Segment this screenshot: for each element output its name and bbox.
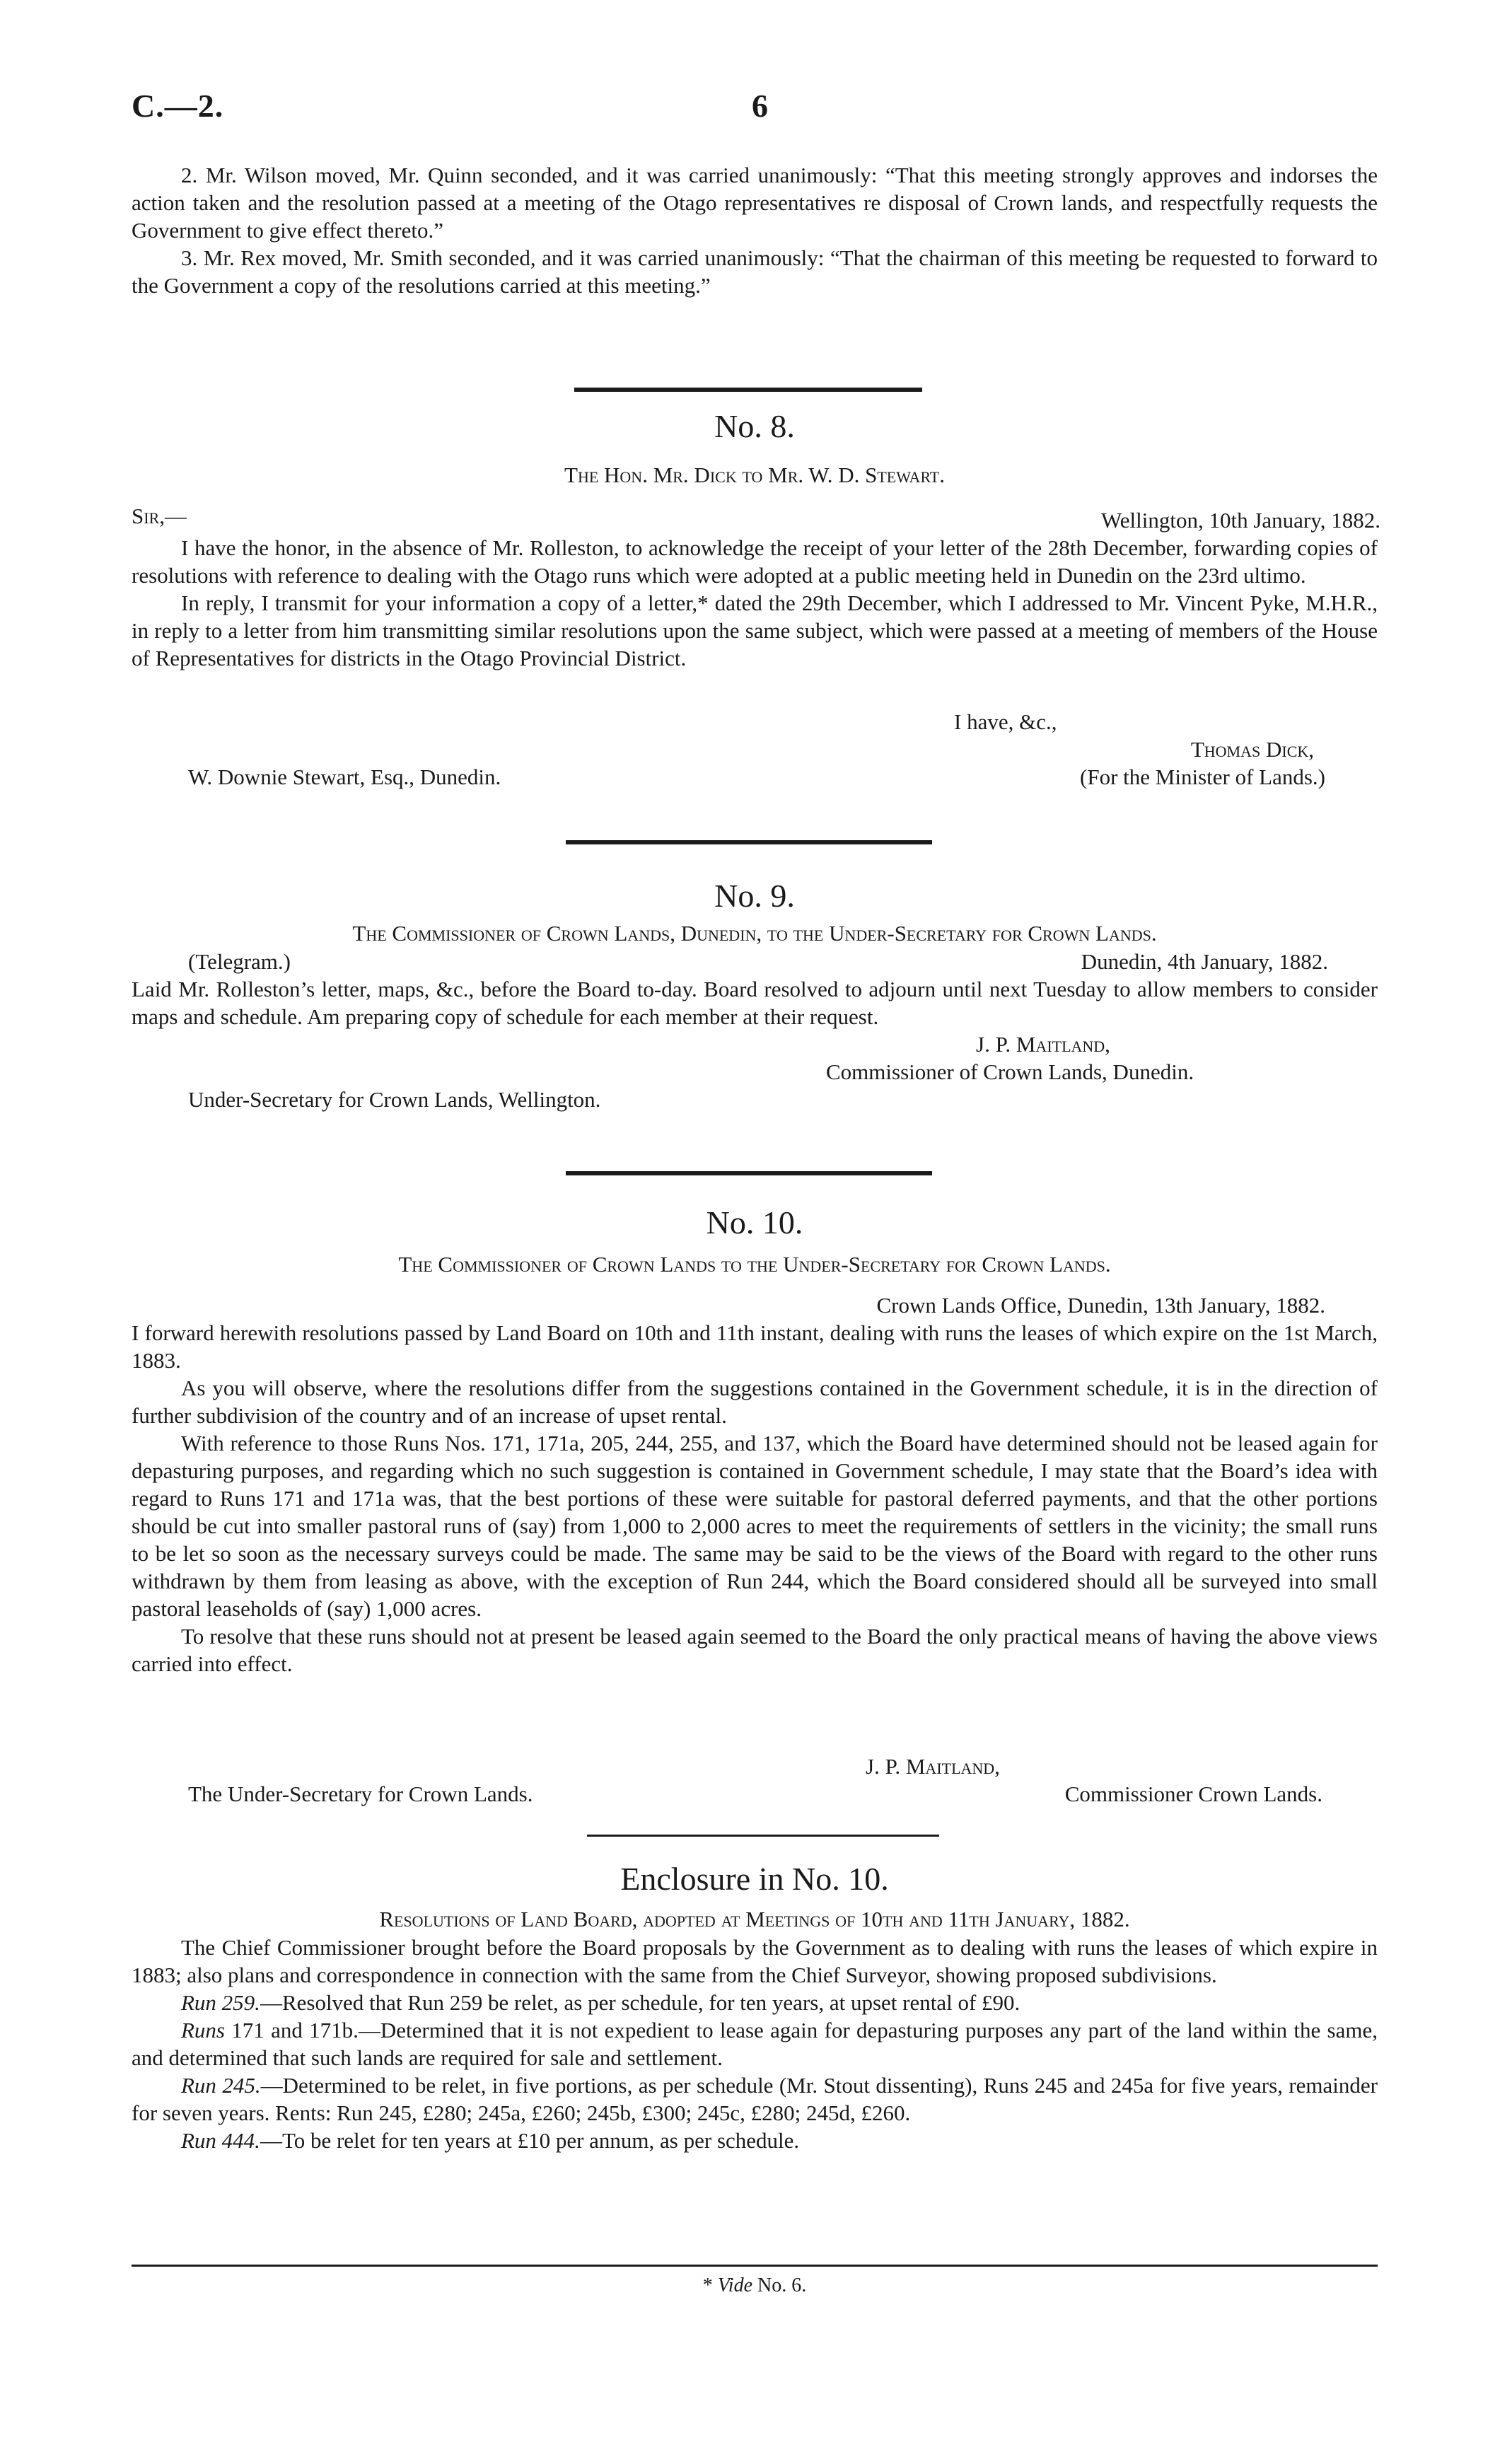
letter-9-title: No. 9. <box>714 878 795 914</box>
enclosure-title: Enclosure in No. 10. <box>620 1861 889 1897</box>
enclosure-item-text: —Resolved that Run 259 be relet, as per schedule, for ten years, at upset rental of £90. <box>260 1990 1020 2015</box>
enclosure-item-label: Runs <box>181 2018 225 2042</box>
letter-9-signer-role: Commissioner of Crown Lands, Dunedin. <box>826 1059 1194 1084</box>
resolution-2: 2. Mr. Wilson moved, Mr. Quinn seconded, and it was carried unanimously: “That this meeting strongly approves and indorses the action taken and the resolution passed at a meeting of the Otago representatives re disposal of Crown lands, and respectfully requests the Government to give effect thereto.” <box>132 163 1378 243</box>
letter-8-para-2: In reply, I transmit for your information a copy of a letter,* dated the 29th December, which I addressed to Mr. Vincent Pyke, M.H.R., in reply to a letter from him transmitting similar resolutions upon the same subject, which were passed at a meeting of members of the House of Representatives for districts in the Otago Provincial District. <box>132 591 1378 670</box>
footnote-ref: No. 6. <box>752 2274 807 2296</box>
footnote <box>132 2272 1378 2299</box>
section-divider <box>587 1835 939 1837</box>
letter-9-date: Dunedin, 4th January, 1882. <box>1081 949 1328 974</box>
section-divider <box>566 1171 932 1175</box>
enclosure-intro: The Chief Commissioner brought before the Board proposals by the Government as to dealing with runs the leases of which expire in 1883; also plans and correspondence in connection with the same from the Chief Surveyor, showing proposed subdivisions. <box>132 1935 1378 1987</box>
letter-10-para-1: I forward herewith resolutions passed by Land Board on 10th and 11th instant, dealing with runs the leases of which expire on the 1st March, 1883. <box>132 1320 1378 1373</box>
enclosure-subtitle: Resolutions of Land Board, adopted at Meetings of 10th and 11th January, 1882. <box>379 1907 1130 1931</box>
enclosure-item-label: Run 444. <box>181 2128 260 2153</box>
letter-8-addressee: W. Downie Stewart, Esq., Dunedin. <box>188 765 501 789</box>
footnote-rule <box>132 2265 1378 2267</box>
letter-8-para-1: I have the honor, in the absence of Mr. Rolleston, to acknowledge the receipt of your letter of the 28th December, forwarding copies of resolutions with reference to dealing with the Otago runs which were adopted at a public meeting held in Dunedin on the 23rd ultimo. <box>132 535 1378 588</box>
letter-8-signer: Thomas Dick, <box>1190 737 1314 762</box>
letter-8-salutation: Sir,— <box>132 504 187 528</box>
resolution-3: 3. Mr. Rex moved, Mr. Smith seconded, and it was carried unanimously: “That the chairman of this meeting be requested to forward to the Government a copy of the resolutions carried at this meeting.” <box>132 245 1378 298</box>
letter-10-date: Crown Lands Office, Dunedin, 13th January, 1882. <box>876 1293 1325 1318</box>
letter-9-body <box>132 975 1378 1030</box>
letter-8-closing: I have, &c., <box>954 709 1057 734</box>
letter-9-subtitle: The Commissioner of Crown Lands, Dunedin, to the Under-Secretary for Crown Lands. <box>352 921 1157 946</box>
letter-9-text: Laid Mr. Rolleston’s letter, maps, &c., before the Board to-day. Board resolved to adjourn until next Tuesday to allow members to consider maps and schedule. Am preparing copy of schedule for each member at their request. <box>132 977 1378 1029</box>
letter-10-signer: J. P. Maitland, <box>866 1754 1000 1779</box>
letter-8-date: Wellington, 10th January, 1882. <box>1101 508 1380 533</box>
letter-10-para-4: To resolve that these runs should not at present be leased again seemed to the Board the only practical means of having the above views carried into effect. <box>132 1624 1378 1676</box>
enclosure-item-label: Run 259. <box>181 1990 260 2015</box>
enclosure-item <box>132 2016 1378 2071</box>
letter-8-body <box>132 534 1378 672</box>
enclosure-body <box>132 1934 1378 2154</box>
letter-10-para-2: As you will observe, where the resolutions differ from the suggestions contained in the Government schedule, it is in the direction of further subdivision of the country and of an increase of upset rental. <box>132 1376 1378 1428</box>
letter-9-signer: J. P. Maitland, <box>976 1032 1110 1057</box>
footnote-vide: Vide <box>717 2274 752 2296</box>
letter-9-addressee: Under-Secretary for Crown Lands, Wellington. <box>188 1087 601 1112</box>
letter-10-subtitle: The Commissioner of Crown Lands to the Under-Secretary for Crown Lands. <box>398 1252 1111 1277</box>
letter-9-telegram-note: (Telegram.) <box>188 949 291 974</box>
letter-10-para-3: With reference to those Runs Nos. 171, 171a, 205, 244, 255, and 137, which the Board have determined should not be leased again for depasturing purposes, and regarding which no such suggestion is contained in Government schedule, I may state that the Board’s idea with regard to Runs 171 and 171a was, that the best portions of these were suitable for pastoral deferred payments, and that the other portions should be cut into smaller pastoral runs of (say) from 1,000 to 2,000 acres to meet the requirements of settlers in the vicinity; the small runs to be let so soon as the necessary surveys could be made. The same may be said to be the views of the Board with regard to the other runs withdrawn by them from leasing as above, with the exception of Run 244, which the Board considered should all be surveyed into small pastoral leaseholds of (say) 1,000 acres. <box>132 1431 1378 1621</box>
document-reference: C.—2. <box>132 88 224 124</box>
footnote-mark: * <box>702 2274 718 2296</box>
letter-10-body <box>132 1319 1378 1678</box>
enclosure-item-label: Run 245. <box>181 2073 261 2098</box>
enclosure-item <box>132 2127 1378 2154</box>
letter-8-title: No. 8. <box>714 408 795 444</box>
letter-10-addressee: The Under-Secretary for Crown Lands. <box>188 1782 533 1806</box>
enclosure-item-text: —Determined to be relet, in five portions, as per schedule (Mr. Stout dissenting), Runs 245 and 245a for five years, remainder for seven years. Rents: Run 245, £280; 245a, £260; 245b, £300; 245c, £280; 245d, £260. <box>132 2073 1378 2125</box>
page-number: 6 <box>752 88 768 124</box>
letter-8-subtitle: The Hon. Mr. Dick to Mr. W. D. Stewart. <box>564 463 945 487</box>
section-divider <box>574 388 922 392</box>
section-divider <box>566 840 932 844</box>
letter-8-signer-role: (For the Minister of Lands.) <box>1080 765 1325 789</box>
letter-10-title: No. 10. <box>706 1204 803 1240</box>
enclosure-item <box>132 1989 1378 2016</box>
letter-10-signer-role: Commissioner Crown Lands. <box>1064 1782 1322 1806</box>
enclosure-item <box>132 2071 1378 2127</box>
enclosure-item-text: —To be relet for ten years at £10 per annum, as per schedule. <box>260 2128 800 2153</box>
enclosure-item-text: 171 and 171b.—Determined that it is not expedient to lease again for depasturing purposes any part of the land within the same, and determined that such lands are required for sale and settlement. <box>132 2018 1378 2070</box>
meeting-resolutions <box>132 161 1378 299</box>
